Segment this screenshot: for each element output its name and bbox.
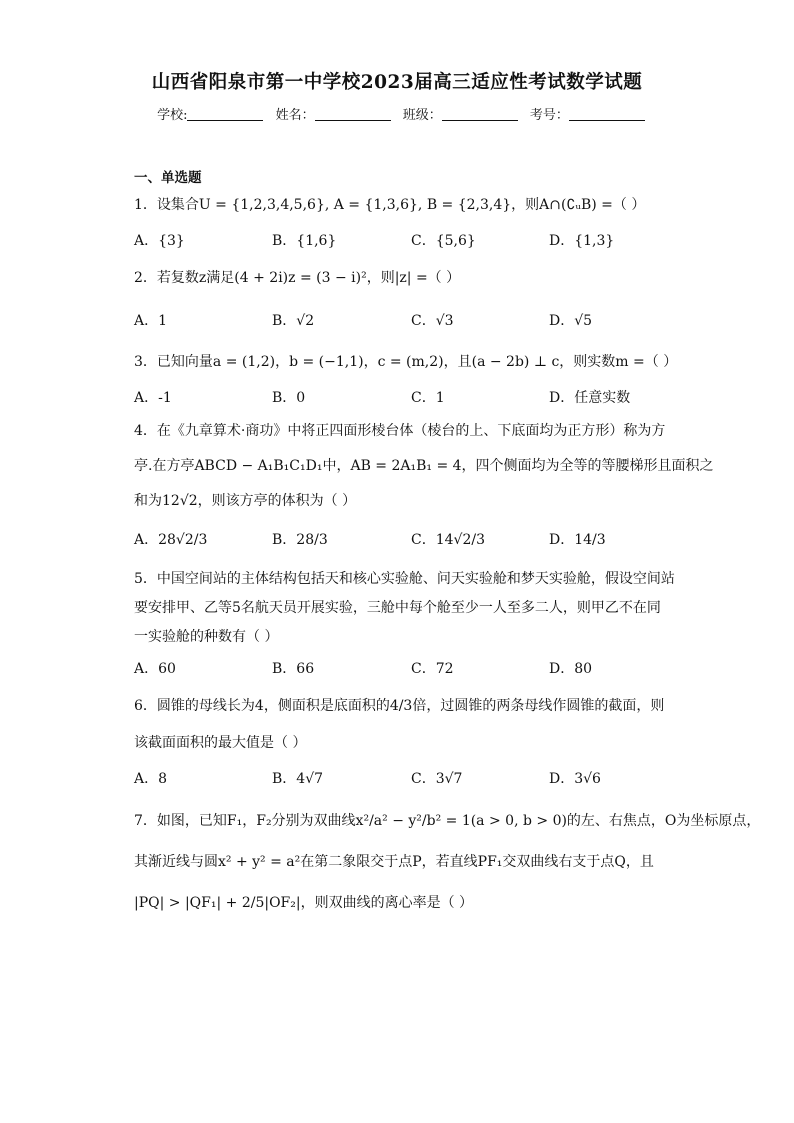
question-1-option-d[interactable]: D．{1,3} — [549, 233, 615, 249]
exam-title: 山西省阳泉市第一中学校2023届高三适应性考试数学试题 — [151, 72, 643, 93]
school-blank[interactable] — [187, 108, 263, 121]
name-label: 姓名： — [275, 108, 315, 123]
question-7-line-1: 7．如图，已知F₁，F₂分别为双曲线x²/a² − y²/b² = 1(a > 0, b > 0)的左、右焦点，O为坐标原点， — [134, 813, 761, 829]
question-3-option-d[interactable]: D．任意实数 — [549, 390, 631, 406]
question-6-line-1: 6．圆锥的母线长为4，侧面积是底面积的4/3倍，过圆锥的两条母线作圆锥的截面，则 — [134, 698, 665, 714]
question-5-line-3: 一实验舱的种数有（ ） — [134, 629, 279, 645]
question-5-line-1: 5．中国空间站的主体结构包括天和核心实验舱、问天实验舱和梦天实验舱，假设空间站 — [134, 571, 675, 587]
class-blank[interactable] — [442, 108, 518, 121]
exam-number-label: 考号： — [529, 108, 569, 123]
question-1-option-b[interactable]: B．{1,6} — [272, 233, 337, 249]
question-1-text: 1．设集合U = {1,2,3,4,5,6}, A = {1,3,6}, B = {2,3,4}，则A∩(∁ᵤB) =（ ） — [134, 197, 646, 213]
question-3-option-b[interactable]: B．0 — [272, 390, 306, 406]
question-2-text: 2．若复数z满足(4 + 2i)z = (3 − i)²，则|z| =（ ） — [134, 270, 461, 286]
class-label: 班级： — [402, 108, 442, 123]
question-7-line-2: 其渐近线与圆x² + y² = a²在第二象限交于点P，若直线PF₁交双曲线右支于点Q，且 — [134, 854, 654, 870]
question-2-option-b[interactable]: B．√2 — [272, 313, 315, 329]
student-info-row — [0, 104, 794, 123]
question-4-option-b[interactable]: B．28/3 — [272, 532, 328, 548]
question-4-line-1: 4．在《九章算术·商功》中将正四面形棱台体（棱台的上、下底面均为正方形）称为方 — [134, 423, 666, 439]
question-4-option-a[interactable]: A．28√2/3 — [134, 532, 208, 548]
question-4-option-c[interactable]: C．14√2/3 — [411, 532, 485, 548]
question-1-option-c[interactable]: C．{5,6} — [411, 233, 476, 249]
question-5-option-c[interactable]: C．72 — [411, 661, 454, 677]
question-3-option-c[interactable]: C．1 — [411, 390, 445, 406]
question-5-option-a[interactable]: A．60 — [134, 661, 176, 677]
name-blank[interactable] — [315, 108, 391, 121]
question-2-option-a[interactable]: A．1 — [134, 313, 168, 329]
question-5-line-2: 要安排甲、乙等5名航天员开展实验，三舱中每个舱至少一人至多二人，则甲乙不在同 — [134, 600, 661, 616]
question-6-line-2: 该截面面积的最大值是（ ） — [134, 735, 307, 751]
question-6-option-b[interactable]: B．4√7 — [272, 771, 324, 787]
question-7-line-3: |PQ| > |QF₁| + 2/5|OF₂|，则双曲线的离心率是（ ） — [134, 895, 474, 911]
section-heading: 一、单选题 — [134, 170, 202, 186]
question-2-option-c[interactable]: C．√3 — [411, 313, 454, 329]
question-2-option-d[interactable]: D．√5 — [549, 313, 593, 329]
question-5-option-b[interactable]: B．66 — [272, 661, 315, 677]
question-4-option-d[interactable]: D．14/3 — [549, 532, 606, 548]
question-6-option-d[interactable]: D．3√6 — [549, 771, 601, 787]
school-label: 学校: — [157, 108, 188, 123]
question-6-option-a[interactable]: A．8 — [134, 771, 168, 787]
question-3-option-a[interactable]: A．-1 — [134, 390, 172, 406]
question-6-option-c[interactable]: C．3√7 — [411, 771, 463, 787]
question-4-line-2: 亭.在方亭ABCD − A₁B₁C₁D₁中，AB = 2A₁B₁ = 4，四个侧面均为全等的等腰梯形且面积之 — [134, 458, 714, 474]
question-5-option-d[interactable]: D．80 — [549, 661, 593, 677]
question-4-line-3: 和为12√2，则该方亭的体积为（ ） — [134, 493, 357, 509]
question-1-option-a[interactable]: A．{3} — [134, 233, 185, 249]
exam-number-blank[interactable] — [569, 108, 645, 121]
question-3-text: 3．已知向量a = (1,2)，b = (−1,1)，c = (m,2)，且(a − 2b) ⊥ c，则实数m =（ ） — [134, 354, 678, 370]
